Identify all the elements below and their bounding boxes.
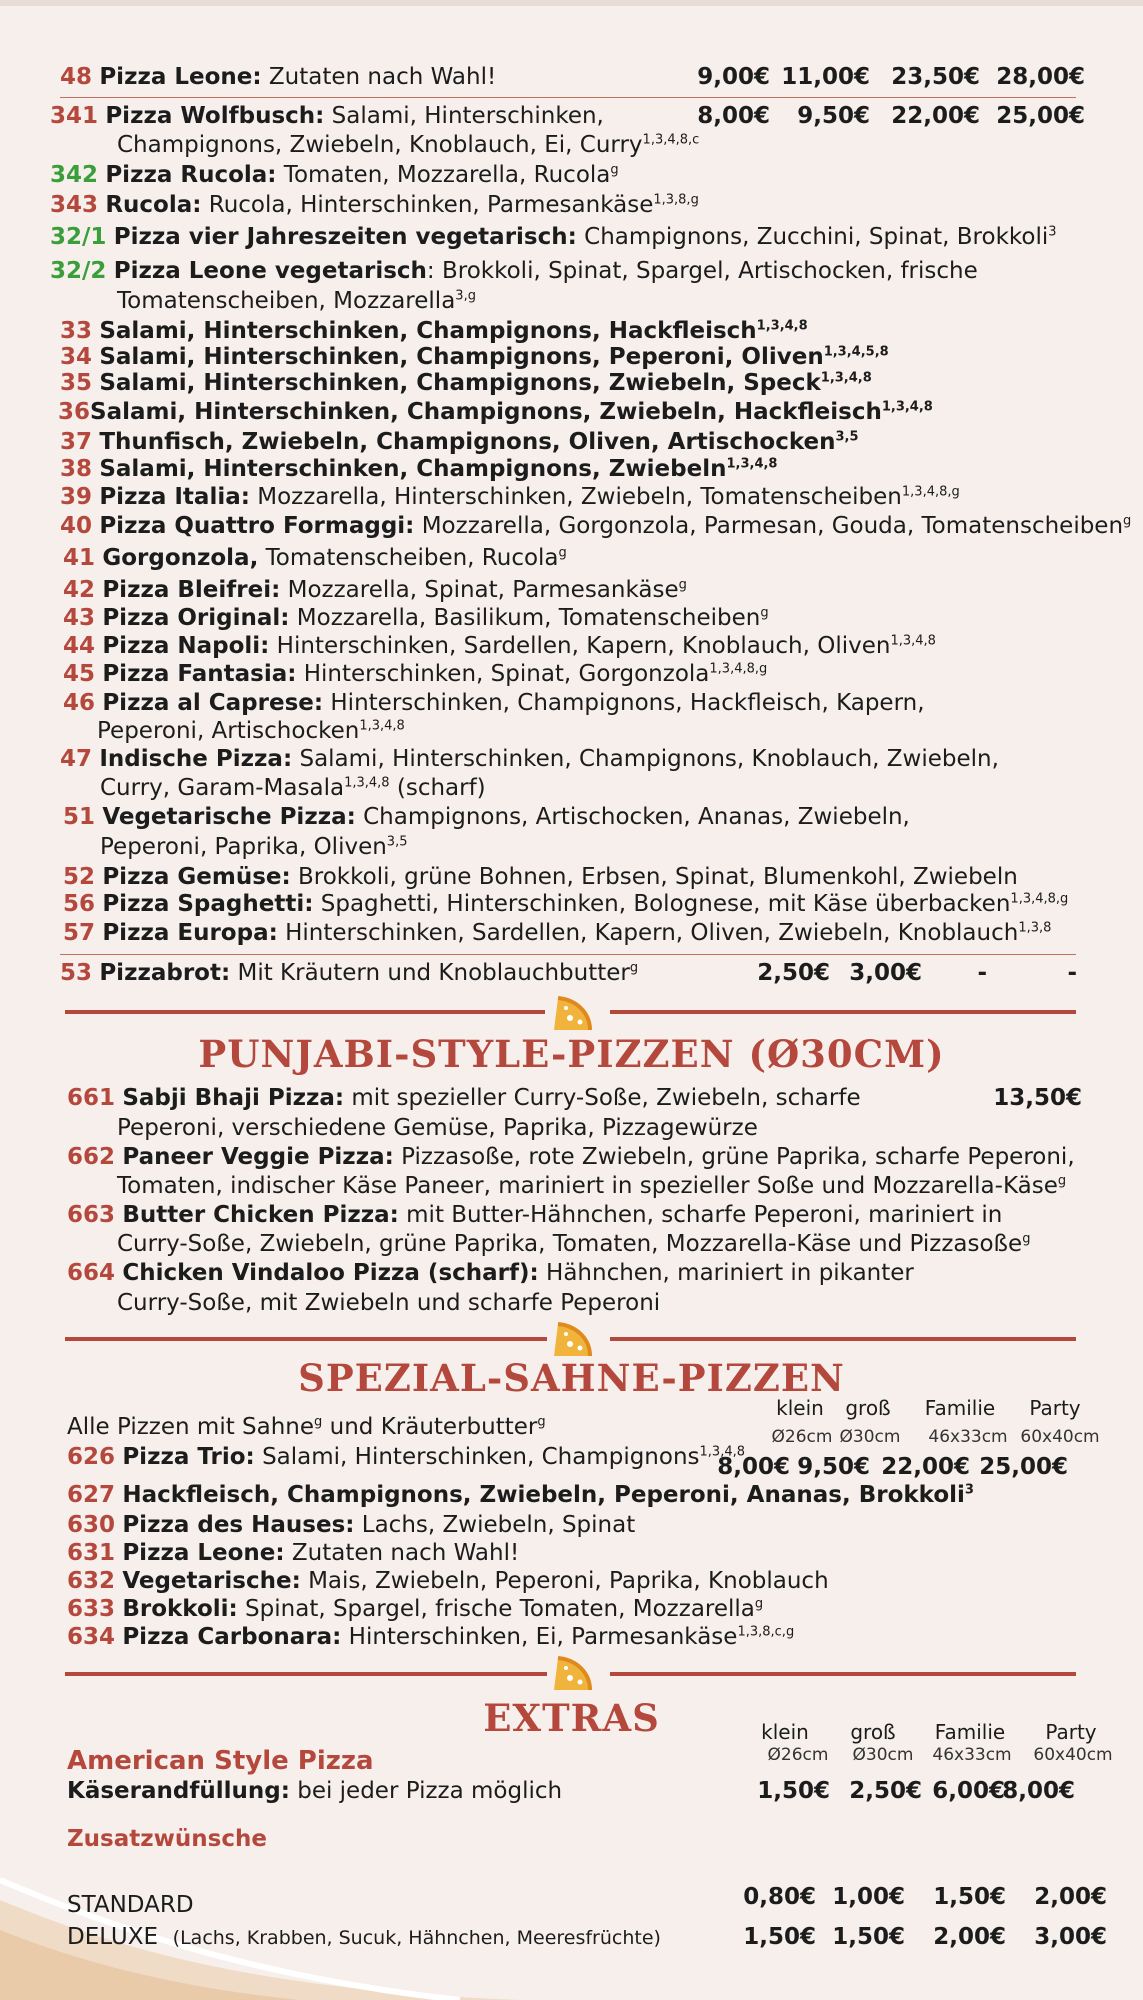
menu-item bbox=[67, 1538, 519, 1568]
deluxe-label: DELUXE bbox=[67, 1924, 159, 1950]
item-name: Pizza des Hauses: bbox=[122, 1512, 355, 1538]
menu-item bbox=[63, 631, 936, 661]
price-familie: 22,00€ bbox=[891, 103, 980, 129]
menu-item bbox=[63, 889, 1068, 919]
size-dimension: Ø26cm bbox=[767, 1745, 829, 1765]
allergen-codes: 1,3,4,8 bbox=[881, 399, 933, 415]
item-description: Spaghetti, Hinterschinken, Bolognese, mit Käse überbacken bbox=[313, 891, 1011, 917]
price-party: 8,00€ bbox=[1002, 1778, 1075, 1804]
menu-item bbox=[67, 1566, 829, 1596]
menu-item bbox=[67, 1594, 763, 1624]
menu-item-continuation bbox=[117, 130, 699, 160]
menu-item bbox=[50, 256, 978, 286]
item-name: Thunfisch, Zwiebeln, Champignons, Oliven, Artischocken bbox=[99, 429, 836, 455]
item-description: Curry-Soße, mit Zwiebeln und scharfe Peperoni bbox=[117, 1290, 661, 1316]
item-name: Pizza Trio: bbox=[122, 1444, 255, 1470]
item-description: Mozzarella, Gorgonzola, Parmesan, Gouda, Tomatenscheiben bbox=[414, 513, 1124, 539]
item-name: Pizza Leone: bbox=[99, 64, 262, 90]
size-header-party: Party bbox=[1045, 1720, 1097, 1744]
price-familie: 6,00€ bbox=[932, 1778, 1005, 1804]
item-number: 53 bbox=[60, 960, 93, 986]
menu-item bbox=[67, 1258, 914, 1288]
menu-item bbox=[60, 62, 496, 92]
menu-item bbox=[50, 160, 619, 190]
item-number: 39 bbox=[60, 484, 93, 510]
item-number: 37 bbox=[60, 429, 93, 455]
item-number: 36 bbox=[58, 399, 91, 425]
menu-item bbox=[50, 222, 1057, 252]
allergen-codes: g bbox=[754, 1596, 764, 1612]
item-name: Käserandfüllung: bbox=[67, 1778, 290, 1804]
item-description: mit Butter-Hähnchen, scharfe Peperoni, mariniert in bbox=[398, 1202, 1003, 1228]
price-familie: - bbox=[977, 960, 987, 986]
allergen-codes: g bbox=[629, 960, 639, 976]
item-number: 40 bbox=[60, 513, 93, 539]
size-header-klein: klein bbox=[776, 1396, 824, 1420]
allergen-codes: 1,3,4,8 bbox=[756, 318, 808, 334]
deluxe-note: (Lachs, Krabben, Sucuk, Hähnchen, Meeresfrüchte) bbox=[172, 1927, 661, 1949]
item-number: 52 bbox=[63, 864, 96, 890]
menu-item-continuation bbox=[117, 1229, 1030, 1259]
menu-item bbox=[50, 190, 699, 220]
item-description: Champignons, Zwiebeln, Knoblauch, Ei, Curry bbox=[117, 132, 643, 158]
item-description: Salami, Hinterschinken, bbox=[324, 103, 604, 129]
deluxe-row bbox=[67, 1922, 661, 1953]
item-number: 342 bbox=[50, 162, 99, 188]
price-klein: 8,00€ bbox=[717, 1454, 790, 1480]
item-description: Champignons, Zucchini, Spinat, Brokkoli bbox=[576, 224, 1049, 250]
size-dimension: Ø30cm bbox=[839, 1427, 901, 1447]
item-name: Pizza Spaghetti: bbox=[102, 891, 314, 917]
price-gross: 1,00€ bbox=[832, 1884, 905, 1910]
item-name: Salami, Hinterschinken, Champignons, Zwiebeln bbox=[99, 456, 727, 482]
size-header-gross: groß bbox=[845, 1396, 891, 1420]
item-number: 343 bbox=[50, 192, 99, 218]
item-description: Champignons, Artischocken, Ananas, Zwiebeln, bbox=[355, 804, 910, 830]
item-number: 632 bbox=[67, 1568, 116, 1594]
price-party: 3,00€ bbox=[1034, 1924, 1107, 1950]
item-name: Paneer Veggie Pizza: bbox=[122, 1144, 394, 1170]
price-gross: 9,50€ bbox=[797, 103, 870, 129]
section-title-extras: EXTRAS bbox=[483, 1696, 660, 1740]
menu-item-continuation bbox=[100, 832, 407, 862]
allergen-codes: 3,5 bbox=[835, 429, 859, 445]
price-familie: 23,50€ bbox=[891, 64, 980, 90]
price-gross: 2,50€ bbox=[849, 1778, 922, 1804]
price-familie: 22,00€ bbox=[881, 1454, 970, 1480]
item-number: 47 bbox=[60, 746, 93, 772]
allergen-codes: 3,g bbox=[455, 288, 476, 304]
item-name: Pizza Bleifrei: bbox=[102, 577, 281, 603]
menu-item bbox=[67, 1142, 1075, 1172]
size-header-familie: Familie bbox=[924, 1396, 996, 1420]
pizza-slice-icon bbox=[550, 996, 594, 1032]
price-klein: 2,50€ bbox=[757, 960, 830, 986]
item-number: 56 bbox=[63, 891, 96, 917]
item-number: 48 bbox=[60, 64, 93, 90]
item-number: 33 bbox=[60, 318, 93, 344]
price-familie: 1,50€ bbox=[933, 1884, 1006, 1910]
allergen-codes: 3 bbox=[964, 1482, 974, 1498]
item-name: Vegetarische: bbox=[122, 1568, 301, 1594]
item-name: Salami, Hinterschinken, Champignons, Hackfleisch bbox=[99, 318, 757, 344]
section-title-sahne: SPEZIAL-SAHNE-PIZZEN bbox=[298, 1356, 845, 1400]
item-name: Pizza Napoli: bbox=[102, 633, 270, 659]
allergen-codes: 1,3,8 bbox=[1018, 920, 1052, 936]
section-title-punjabi: PUNJABI-STYLE-PIZZEN (Ø30CM) bbox=[198, 1032, 945, 1076]
item-number: 662 bbox=[67, 1144, 116, 1170]
section-divider-left bbox=[65, 1672, 547, 1676]
item-description: Mais, Zwiebeln, Peperoni, Paprika, Knoblauch bbox=[300, 1568, 829, 1594]
allergen-codes: 1,3,4,8 bbox=[699, 1444, 745, 1460]
menu-item bbox=[63, 543, 567, 573]
size-header-klein: klein bbox=[761, 1720, 809, 1744]
item-description: Tomatenscheiben, Mozzarella bbox=[117, 288, 456, 314]
item-description: Peperoni, Paprika, Oliven bbox=[100, 834, 387, 860]
size-dimension: 60x40cm bbox=[1033, 1745, 1113, 1765]
section-divider-right bbox=[610, 1672, 1076, 1676]
item-number: 341 bbox=[50, 103, 99, 129]
menu-item-continuation bbox=[117, 1113, 758, 1143]
menu-item bbox=[63, 575, 687, 605]
allergen-codes: 1,3,4,8 bbox=[359, 718, 405, 734]
item-number: 44 bbox=[63, 633, 96, 659]
item-name: Salami, Hinterschinken, Champignons, Zwiebeln, Speck bbox=[99, 370, 821, 396]
top-border bbox=[0, 0, 1143, 6]
item-description: Peperoni, Artischocken bbox=[97, 718, 360, 744]
allergen-codes: 1,3,4,8 bbox=[890, 633, 936, 649]
item-name: Pizza Leone: bbox=[122, 1540, 285, 1566]
size-dimension: 46x33cm bbox=[928, 1427, 1008, 1447]
standard-label: STANDARD bbox=[67, 1892, 194, 1918]
menu-item bbox=[63, 802, 910, 832]
item-name: Rucola: bbox=[105, 192, 202, 218]
size-dimension: 60x40cm bbox=[1020, 1427, 1100, 1447]
item-name: Pizza Rucola: bbox=[105, 162, 277, 188]
menu-item-continuation bbox=[117, 1288, 660, 1318]
item-name: Hackfleisch, Champignons, Zwiebeln, Peperoni, Ananas, Brokkoli bbox=[122, 1482, 965, 1508]
item-description: Pizzasoße, rote Zwiebeln, grüne Paprika, scharfe Peperoni, bbox=[393, 1144, 1075, 1170]
item-description: Hinterschinken, Sardellen, Kapern, Oliven, Zwiebeln, Knoblauch bbox=[277, 920, 1019, 946]
size-header-party: Party bbox=[1029, 1396, 1081, 1420]
item-number: 663 bbox=[67, 1202, 116, 1228]
size-dimension: Ø30cm bbox=[852, 1745, 914, 1765]
allergen-codes: 1,3,4,8,c bbox=[642, 132, 700, 148]
allergen-codes: 1,3,8,g bbox=[653, 192, 699, 208]
item-description: bei jeder Pizza möglich bbox=[289, 1778, 563, 1804]
allergen-codes: 1,3,4,8,g bbox=[901, 484, 960, 500]
item-description: Hinterschinken, Spinat, Gorgonzola bbox=[296, 661, 710, 687]
menu-item bbox=[67, 1200, 1002, 1230]
item-name: Pizza Fantasia: bbox=[102, 661, 297, 687]
menu-item bbox=[60, 368, 872, 398]
item-number: 661 bbox=[67, 1085, 116, 1111]
item-number: 627 bbox=[67, 1482, 116, 1508]
item-description: Curry, Garam-Masala bbox=[100, 775, 345, 801]
item-description: Mit Kräutern und Knoblauchbutter bbox=[230, 960, 630, 986]
item-number: 32/1 bbox=[50, 224, 107, 250]
item-name: Pizza Wolfbusch: bbox=[105, 103, 325, 129]
section-divider-right bbox=[610, 1337, 1076, 1341]
item-description: Rucola, Hinterschinken, Parmesankäse bbox=[201, 192, 654, 218]
price-gross: 9,50€ bbox=[797, 1454, 870, 1480]
item-name: Pizza Quattro Formaggi: bbox=[99, 513, 415, 539]
item-number: 633 bbox=[67, 1596, 116, 1622]
price-party: 28,00€ bbox=[996, 64, 1085, 90]
item-description: Zutaten nach Wahl! bbox=[261, 64, 497, 90]
item-description: Curry-Soße, Zwiebeln, grüne Paprika, Tomaten, Mozzarella-Käse und Pizzasoße bbox=[117, 1231, 1023, 1257]
item-name: Vegetarische Pizza: bbox=[102, 804, 356, 830]
menu-item bbox=[67, 1442, 745, 1472]
item-description: Tomaten, Mozzarella, Rucola bbox=[276, 162, 611, 188]
item-number: 32/2 bbox=[50, 258, 107, 284]
price-gross: 1,50€ bbox=[832, 1924, 905, 1950]
allergen-codes: g bbox=[1123, 513, 1132, 529]
item-number: 631 bbox=[67, 1540, 116, 1566]
item-name: Sabji Bhaji Pizza: bbox=[122, 1085, 345, 1111]
item-name: Pizza Europa: bbox=[102, 920, 278, 946]
item-name: Brokkoli: bbox=[122, 1596, 238, 1622]
price-party: 25,00€ bbox=[996, 103, 1085, 129]
allergen-codes: g bbox=[558, 545, 567, 561]
item-number: 46 bbox=[63, 690, 96, 716]
allergen-codes: 3,5 bbox=[386, 834, 408, 850]
menu-item bbox=[67, 1510, 635, 1540]
item-name: Pizza Leone vegetarisch bbox=[113, 258, 427, 284]
item-description: Hähnchen, mariniert in pikanter bbox=[538, 1260, 914, 1286]
price-klein: 8,00€ bbox=[697, 103, 770, 129]
menu-item bbox=[60, 744, 999, 774]
menu-item-continuation bbox=[100, 773, 486, 803]
item-description: Salami, Hinterschinken, Champignons bbox=[254, 1444, 700, 1470]
american-style-heading: American Style Pizza bbox=[67, 1746, 374, 1776]
item-description: Mozzarella, Basilikum, Tomatenscheiben bbox=[289, 605, 761, 631]
item-name: Pizza al Caprese: bbox=[102, 690, 324, 716]
menu-item bbox=[63, 659, 767, 689]
section-divider-left bbox=[65, 1010, 545, 1014]
size-dimension: 46x33cm bbox=[932, 1745, 1012, 1765]
price-gross: 3,00€ bbox=[849, 960, 922, 986]
item-description: : Brokkoli, Spinat, Spargel, Artischocken, frische bbox=[426, 258, 978, 284]
menu-item-continuation bbox=[97, 716, 405, 746]
menu-item bbox=[60, 454, 777, 484]
price-party: 2,00€ bbox=[1034, 1884, 1107, 1910]
item-name: Gorgonzola, bbox=[102, 545, 259, 571]
size-dimension: Ø26cm bbox=[771, 1427, 833, 1447]
allergen-codes: g bbox=[1022, 1231, 1031, 1247]
section-intro: Alle Pizzen mit Sahne$^g$ und Kräuterbutter$^g$ bbox=[67, 1414, 546, 1440]
item-note: (scharf) bbox=[389, 775, 486, 801]
item-description: Mozzarella, Spinat, Parmesankäse bbox=[280, 577, 679, 603]
size-header-gross: groß bbox=[850, 1720, 896, 1744]
price-klein: 1,50€ bbox=[757, 1778, 830, 1804]
punjabi-price: 13,50€ bbox=[993, 1085, 1082, 1111]
menu-item bbox=[63, 603, 769, 633]
allergen-codes: 1,3,4,5,8 bbox=[823, 344, 889, 360]
price-party: - bbox=[1067, 960, 1077, 986]
item-name: Pizzabrot: bbox=[99, 960, 231, 986]
price-klein: 9,00€ bbox=[697, 64, 770, 90]
item-name: Salami, Hinterschinken, Champignons, Peperoni, Oliven bbox=[99, 344, 824, 370]
item-number: 43 bbox=[63, 605, 96, 631]
price-klein: 1,50€ bbox=[743, 1924, 816, 1950]
allergen-codes: 1,3,4,8 bbox=[726, 456, 778, 472]
allergen-codes: g bbox=[610, 162, 619, 178]
separator-line bbox=[60, 954, 1076, 955]
item-name: Indische Pizza: bbox=[99, 746, 293, 772]
item-name: Chicken Vindaloo Pizza (scharf): bbox=[122, 1260, 539, 1286]
allergen-codes: g bbox=[678, 577, 687, 593]
allergen-codes: 1,3,4,8 bbox=[820, 370, 872, 386]
item-number: 51 bbox=[63, 804, 96, 830]
allergen-codes: 1,3,4,8 bbox=[344, 775, 390, 791]
item-description: Lachs, Zwiebeln, Spinat bbox=[354, 1512, 636, 1538]
section-divider-left bbox=[65, 1337, 547, 1341]
item-description: Peperoni, verschiedene Gemüse, Paprika, Pizzagewürze bbox=[117, 1115, 758, 1141]
item-number: 630 bbox=[67, 1512, 116, 1538]
menu-item bbox=[67, 1480, 974, 1510]
allergen-codes: 1,3,4,8,g bbox=[1010, 891, 1069, 907]
item-name: Pizza vier Jahreszeiten vegetarisch: bbox=[113, 224, 577, 250]
item-description: Brokkoli, grüne Bohnen, Erbsen, Spinat, Blumenkohl, Zwiebeln bbox=[290, 864, 1018, 890]
menu-item bbox=[60, 482, 960, 512]
menu-item bbox=[58, 397, 933, 427]
item-name: Pizza Italia: bbox=[99, 484, 250, 510]
allergen-codes: g bbox=[1057, 1173, 1067, 1189]
separator-line bbox=[60, 97, 1076, 98]
item-description: Hinterschinken, Sardellen, Kapern, Knoblauch, Oliven bbox=[269, 633, 891, 659]
item-description: Hinterschinken, Champignons, Hackfleisch, Kapern, bbox=[323, 690, 925, 716]
menu-item bbox=[67, 1622, 794, 1652]
item-name: Butter Chicken Pizza: bbox=[122, 1202, 399, 1228]
item-name: Salami, Hinterschinken, Champignons, Zwiebeln, Hackfleisch bbox=[90, 399, 882, 425]
menu-item bbox=[60, 427, 859, 457]
item-name: Pizza Carbonara: bbox=[122, 1624, 342, 1650]
menu-item-continuation bbox=[117, 1171, 1066, 1201]
menu-item bbox=[60, 511, 1131, 541]
allergen-codes: 1,3,4,8,g bbox=[709, 661, 768, 677]
item-description: Zutaten nach Wahl! bbox=[284, 1540, 520, 1566]
item-number: 45 bbox=[63, 661, 96, 687]
item-number: 41 bbox=[63, 545, 96, 571]
item-number: 38 bbox=[60, 456, 93, 482]
price-gross: 11,00€ bbox=[781, 64, 870, 90]
section-divider-right bbox=[610, 1010, 1076, 1014]
item-description: Tomaten, indischer Käse Paneer, mariniert in spezieller Soße und Mozzarella-Käse bbox=[117, 1173, 1058, 1199]
item-description: Spinat, Spargel, frische Tomaten, Mozzarella bbox=[237, 1596, 755, 1622]
item-description: mit spezieller Curry-Soße, Zwiebeln, scharfe bbox=[344, 1085, 861, 1111]
menu-item-continuation bbox=[117, 286, 476, 316]
item-name: Pizza Original: bbox=[102, 605, 290, 631]
item-description: Hinterschinken, Ei, Parmesankäse bbox=[341, 1624, 738, 1650]
pizza-slice-icon bbox=[550, 1656, 594, 1692]
item-number: 626 bbox=[67, 1444, 116, 1470]
item-description: Tomatenscheiben, Rucola bbox=[258, 545, 559, 571]
item-name: Pizza Gemüse: bbox=[102, 864, 291, 890]
allergen-codes: g bbox=[760, 605, 769, 621]
menu-item bbox=[60, 958, 638, 988]
item-description: Salami, Hinterschinken, Champignons, Knoblauch, Zwiebeln, bbox=[292, 746, 999, 772]
kaeserand-item bbox=[67, 1776, 562, 1806]
zusatzwuensche-heading: Zusatzwünsche bbox=[67, 1826, 267, 1852]
item-description: Mozzarella, Hinterschinken, Zwiebeln, Tomatenscheiben bbox=[249, 484, 902, 510]
item-number: 42 bbox=[63, 577, 96, 603]
price-party: 25,00€ bbox=[979, 1454, 1068, 1480]
item-number: 634 bbox=[67, 1624, 116, 1650]
pizza-slice-icon bbox=[550, 1322, 594, 1358]
allergen-codes: 3 bbox=[1048, 224, 1057, 240]
allergen-codes: 1,3,8,c,g bbox=[737, 1624, 795, 1640]
item-number: 57 bbox=[63, 920, 96, 946]
background-swirl bbox=[0, 1840, 520, 2000]
menu-item bbox=[63, 918, 1051, 948]
price-familie: 2,00€ bbox=[933, 1924, 1006, 1950]
price-klein: 0,80€ bbox=[743, 1884, 816, 1910]
menu-item bbox=[50, 101, 604, 131]
size-header-familie: Familie bbox=[934, 1720, 1006, 1744]
item-number: 35 bbox=[60, 370, 93, 396]
menu-item bbox=[67, 1083, 861, 1113]
item-number: 34 bbox=[60, 344, 93, 370]
item-number: 664 bbox=[67, 1260, 116, 1286]
menu-item bbox=[63, 688, 925, 718]
menu-item bbox=[63, 862, 1018, 892]
